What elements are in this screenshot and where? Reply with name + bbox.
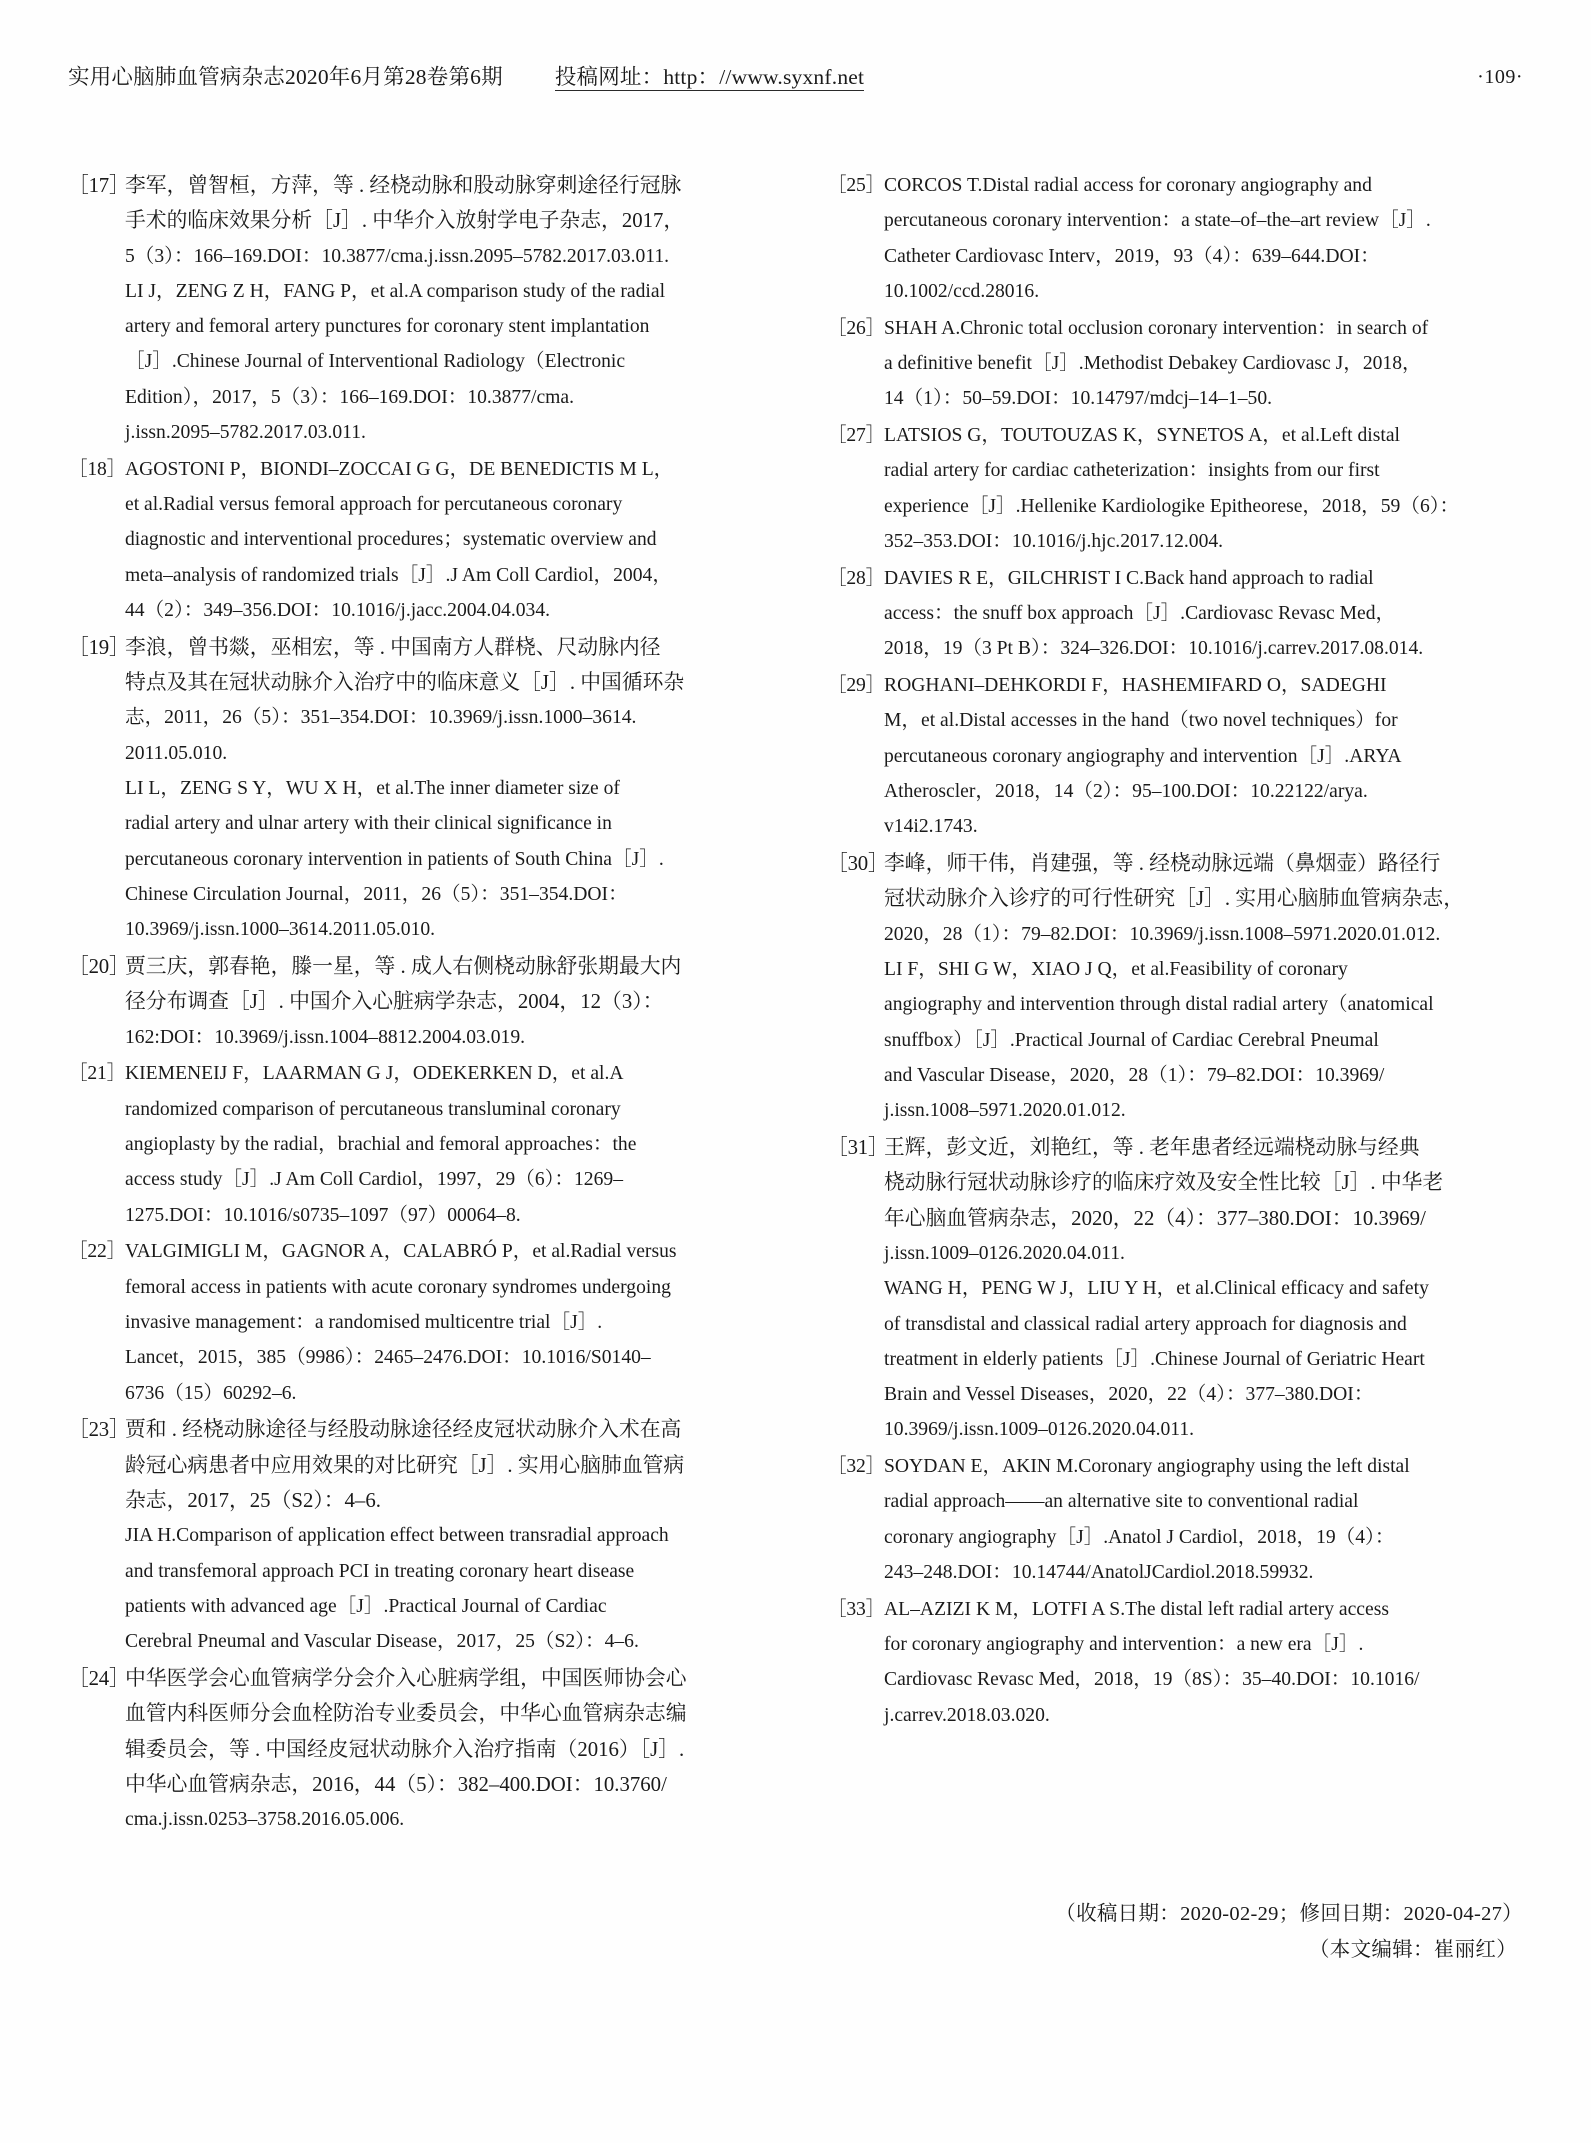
reference-line: cma.j.issn.0253–3758.2016.05.006. bbox=[125, 1809, 405, 1831]
reference-entry bbox=[827, 1449, 1523, 1590]
reference-line: LI F，SHI G W，XIAO J Q，et al.Feasibility of coronary bbox=[884, 959, 1348, 981]
reference-text: 王辉，彭文近，刘艳红，等 . 老年患者经远端桡动脉与经典 bbox=[884, 1136, 1420, 1160]
reference-text: 贾三庆，郭春艳，滕一星，等 . 成人右侧桡动脉舒张期最大内 bbox=[125, 955, 682, 979]
reference-number: ［23］ bbox=[68, 1418, 130, 1442]
reference-entry bbox=[827, 311, 1523, 417]
reference-text: SOYDAN E，AKIN M.Coronary angiography using the left distal bbox=[884, 1456, 1410, 1478]
reference-line: artery and femoral artery punctures for coronary stent implantation bbox=[125, 316, 650, 338]
reference-line: access study［J］.J Am Coll Cardiol，1997，29（6）：1269– bbox=[125, 1169, 623, 1191]
reference-number: ［28］ bbox=[827, 567, 885, 589]
reference-line: 龄冠心病患者中应用效果的对比研究［J］. 实用心脑肺血管病 bbox=[125, 1453, 685, 1477]
reference-number: ［31］ bbox=[827, 1136, 889, 1160]
reference-line: diagnostic and interventional procedures；systematic overview and bbox=[125, 529, 657, 551]
reference-number: ［24］ bbox=[68, 1666, 130, 1690]
page-number: ·109· bbox=[1477, 66, 1523, 88]
reference-entry bbox=[827, 846, 1523, 1128]
reference-line: percutaneous coronary intervention in patients of South China［J］. bbox=[125, 848, 664, 870]
reference-line: 血管内科医师分会血栓防治专业委员会，中华心血管病杂志编 bbox=[125, 1702, 687, 1726]
reference-line: v14i2.1743. bbox=[884, 816, 978, 838]
reference-text: KIEMENEIJ F，LAARMAN G J，ODEKERKEN D，et al.A bbox=[125, 1063, 624, 1085]
running-head-left bbox=[68, 62, 864, 92]
reference-first-line bbox=[827, 1592, 1523, 1627]
text-editor-credit: （本文编辑：崔丽红） bbox=[1309, 1939, 1517, 1961]
reference-first-line bbox=[827, 1130, 1523, 1165]
article-footer bbox=[823, 1896, 1523, 1968]
reference-line: 2018，19（3 Pt B）：324–326.DOI：10.1016/j.carrev.2017.08.014. bbox=[884, 638, 1424, 660]
reference-line: 10.3969/j.issn.1009–0126.2020.04.011. bbox=[884, 1419, 1195, 1441]
reference-entry bbox=[68, 1661, 764, 1837]
reference-text: LATSIOS G，TOUTOUZAS K，SYNETOS A，et al.Left distal bbox=[884, 425, 1400, 447]
reference-line: snuffbox）［J］.Practical Journal of Cardiac Cerebral Pneumal bbox=[884, 1029, 1379, 1051]
reference-line: percutaneous coronary angiography and intervention［J］.ARYA bbox=[884, 745, 1402, 767]
reference-line: 5（3）：166–169.DOI：10.3877/cma.j.issn.2095–5782.2017.03.011. bbox=[125, 245, 670, 267]
reference-number: ［19］ bbox=[68, 635, 130, 659]
reference-line: for coronary angiography and intervention：a new era［J］. bbox=[884, 1634, 1364, 1656]
reference-columns bbox=[68, 168, 1523, 1839]
left-column bbox=[68, 168, 764, 1839]
reference-number: ［26］ bbox=[827, 317, 885, 339]
reference-line: j.issn.2095–5782.2017.03.011. bbox=[125, 422, 366, 444]
reference-text: 中华医学会心血管病学分会介入心脏病学组，中国医师协会心 bbox=[125, 1666, 687, 1690]
reference-line: Edition），2017，5（3）：166–169.DOI：10.3877/cma. bbox=[125, 386, 574, 408]
reference-entry bbox=[827, 561, 1523, 667]
reference-line: radial artery for cardiac catheterization：insights from our first bbox=[884, 460, 1380, 482]
reference-line: JIA H.Comparison of application effect between transradial approach bbox=[125, 1525, 669, 1547]
reference-first-line bbox=[827, 668, 1523, 703]
reference-line: radial approach——an alternative site to conventional radial bbox=[884, 1491, 1359, 1513]
reference-number: ［29］ bbox=[827, 675, 885, 697]
reference-first-line bbox=[827, 168, 1523, 203]
reference-text: CORCOS T.Distal radial access for coronary angiography and bbox=[884, 175, 1372, 196]
reference-line: and Vascular Disease，2020，28（1）：79–82.DOI：10.3969/ bbox=[884, 1064, 1385, 1086]
reference-line: 桡动脉行冠状动脉诊疗的临床疗效及安全性比较［J］. 中华老 bbox=[884, 1171, 1444, 1195]
reference-line: angiography and intervention through distal radial artery（anatomical bbox=[884, 994, 1434, 1016]
reference-line: 杂志，2017，25（S2）：4–6. bbox=[125, 1488, 381, 1512]
reference-text: 李军，曾智桓，方萍，等 . 经桡动脉和股动脉穿刺途径行冠脉 bbox=[125, 174, 682, 197]
reference-line: 352–353.DOI：10.1016/j.hjc.2017.12.004. bbox=[884, 530, 1224, 552]
reference-line: 2011.05.010. bbox=[125, 742, 228, 764]
reference-line: j.carrev.2018.03.020. bbox=[884, 1704, 1050, 1726]
reference-line: Brain and Vessel Diseases，2020，22（4）：377–380.DOI： bbox=[884, 1384, 1374, 1406]
reference-line: angioplasty by the radial，brachial and femoral approaches：the bbox=[125, 1134, 637, 1156]
reference-first-line bbox=[68, 630, 764, 665]
reference-line: j.issn.1008–5971.2020.01.012. bbox=[884, 1100, 1126, 1122]
reference-line: 10.3969/j.issn.1000–3614.2011.05.010. bbox=[125, 919, 436, 941]
reference-number: ［33］ bbox=[827, 1598, 885, 1620]
reference-line: a definitive benefit［J］.Methodist Debakey Cardiovasc J，2018， bbox=[884, 352, 1422, 374]
reference-line: Atheroscler，2018，14（2）：95–100.DOI：10.22122/arya. bbox=[884, 781, 1368, 803]
journal-title: 实用心脑肺血管病杂志2020年6月第28卷第6期 bbox=[68, 65, 503, 89]
reference-text: AL–AZIZI K M，LOTFI A S.The distal left radial artery access bbox=[884, 1598, 1389, 1620]
reference-line: WANG H，PENG W J，LIU Y H，et al.Clinical efficacy and safety bbox=[884, 1278, 1429, 1300]
reference-first-line bbox=[827, 846, 1523, 881]
reference-line: and transfemoral approach PCI in treating coronary heart disease bbox=[125, 1560, 635, 1582]
reference-first-line bbox=[68, 949, 764, 984]
reference-text: DAVIES R E，GILCHRIST I C.Back hand approach to radial bbox=[884, 567, 1374, 589]
reference-text: 李浪，曾书燚，巫相宏，等 . 中国南方人群桡、尺动脉内径 bbox=[125, 635, 661, 659]
reference-line: of transdistal and classical radial artery approach for diagnosis and bbox=[884, 1313, 1407, 1335]
reference-first-line bbox=[68, 1412, 764, 1447]
reference-line: meta–analysis of randomized trials［J］.J Am Coll Cardiol，2004， bbox=[125, 564, 672, 586]
reference-line: patients with advanced age［J］.Practical Journal of Cardiac bbox=[125, 1595, 607, 1617]
reference-line: Cerebral Pneumal and Vascular Disease，2017，25（S2）：4–6. bbox=[125, 1631, 639, 1653]
reference-text: AGOSTONI P，BIONDI–ZOCCAI G G，DE BENEDICTIS M L， bbox=[125, 458, 674, 480]
reference-line: femoral access in patients with acute coronary syndromes undergoing bbox=[125, 1276, 671, 1298]
reference-first-line bbox=[827, 1449, 1523, 1484]
reference-line: et al.Radial versus femoral approach for percutaneous coronary bbox=[125, 494, 623, 516]
reference-line: 14（1）：50–59.DOI：10.14797/mdcj–14–1–50. bbox=[884, 388, 1273, 410]
received-revised-dates: （收稿日期：2020-02-29；修回日期：2020-04-27） bbox=[1055, 1903, 1523, 1925]
reference-entry bbox=[68, 452, 764, 628]
reference-number: ［32］ bbox=[827, 1456, 885, 1478]
reference-line: 年心脑血管病杂志，2020，22（4）：377–380.DOI：10.3969/ bbox=[884, 1206, 1426, 1230]
running-head bbox=[68, 62, 1523, 96]
reference-line: LI J，ZENG Z H，FANG P，et al.A comparison study of the radial bbox=[125, 280, 666, 302]
reference-entry bbox=[827, 418, 1523, 559]
reference-line: 径分布调查［J］. 中国介入心脏病学杂志，2004，12（3）： bbox=[125, 990, 664, 1014]
reference-number: ［27］ bbox=[827, 425, 885, 447]
reference-line: access：the snuff box approach［J］.Cardiovasc Revasc Med， bbox=[884, 603, 1396, 625]
reference-text: 李峰，师干伟，肖建强，等 . 经桡动脉远端（鼻烟壶）路径行 bbox=[884, 852, 1441, 876]
reference-entry bbox=[827, 1130, 1523, 1448]
reference-line: j.issn.1009–0126.2020.04.011. bbox=[884, 1242, 1125, 1264]
reference-line: 44（2）：349–356.DOI：10.1016/j.jacc.2004.04.034. bbox=[125, 600, 551, 622]
reference-line: M，et al.Distal accesses in the hand（two novel techniques）for bbox=[884, 710, 1398, 732]
reference-entry bbox=[827, 168, 1523, 309]
reference-first-line bbox=[68, 1234, 764, 1269]
reference-line: 162:DOI：10.3969/j.issn.1004–8812.2004.03.019. bbox=[125, 1026, 526, 1048]
reference-line: radial artery and ulnar artery with their clinical significance in bbox=[125, 813, 612, 835]
reference-line: 手术的临床效果分析［J］. 中华介入放射学电子杂志，2017， bbox=[125, 209, 685, 233]
reference-line: LI L，ZENG S Y，WU X H，et al.The inner diameter size of bbox=[125, 778, 620, 800]
submission-url: 投稿网址：http：//www.syxnf.net bbox=[554, 65, 865, 89]
reference-first-line bbox=[68, 452, 764, 487]
reference-entry bbox=[68, 1412, 764, 1659]
reference-line: 2020，28（1）：79–82.DOI：10.3969/j.issn.1008–5971.2020.01.012. bbox=[884, 923, 1441, 945]
reference-first-line bbox=[68, 168, 764, 203]
reference-entry bbox=[68, 168, 764, 450]
reference-first-line bbox=[68, 1661, 764, 1696]
reference-text: 贾和 . 经桡动脉途径与经股动脉途径经皮冠状动脉介入术在高 bbox=[125, 1418, 682, 1442]
reference-first-line bbox=[827, 311, 1523, 346]
reference-line: Catheter Cardiovasc Interv，2019，93（4）：639–644.DOI： bbox=[884, 245, 1380, 267]
reference-line: treatment in elderly patients［J］.Chinese Journal of Geriatric Heart bbox=[884, 1348, 1425, 1370]
reference-entry bbox=[68, 949, 764, 1055]
reference-line: Lancet，2015，385（9986）：2465–2476.DOI：10.1016/S0140– bbox=[125, 1347, 651, 1369]
reference-line: 243–248.DOI：10.14744/AnatolJCardiol.2018.59932. bbox=[884, 1562, 1314, 1584]
reference-number: ［21］ bbox=[68, 1063, 126, 1085]
reference-line: invasive management：a randomised multicentre trial［J］. bbox=[125, 1312, 603, 1333]
reference-entry bbox=[68, 630, 764, 948]
reference-line: 1275.DOI：10.1016/s0735–1097（97）00064–8. bbox=[125, 1204, 521, 1226]
reference-line: randomized comparison of percutaneous transluminal coronary bbox=[125, 1098, 621, 1120]
reference-line: 10.1002/ccd.28016. bbox=[884, 280, 1040, 302]
reference-entry bbox=[827, 1592, 1523, 1733]
reference-line: ［J］.Chinese Journal of Interventional Radiology（Electronic bbox=[125, 351, 626, 373]
reference-line: 6736（15）60292–6. bbox=[125, 1382, 297, 1404]
reference-first-line bbox=[827, 561, 1523, 596]
reference-number: ［20］ bbox=[68, 955, 130, 979]
reference-first-line bbox=[68, 1056, 764, 1091]
reference-entry bbox=[827, 668, 1523, 844]
reference-text: SHAH A.Chronic total occlusion coronary intervention：in search of bbox=[884, 317, 1429, 339]
reference-line: 志，2011，26（5）：351–354.DOI：10.3969/j.issn.1000–3614. bbox=[125, 707, 637, 729]
reference-number: ［25］ bbox=[827, 175, 885, 196]
reference-first-line bbox=[827, 418, 1523, 453]
right-column bbox=[827, 168, 1523, 1839]
reference-number: ［30］ bbox=[827, 852, 889, 876]
reference-entry bbox=[68, 1056, 764, 1232]
reference-line: 冠状动脉介入诊疗的可行性研究［J］. 实用心脑肺血管病杂志， bbox=[884, 887, 1465, 911]
reference-number: ［18］ bbox=[68, 458, 126, 480]
reference-line: Chinese Circulation Journal，2011，26（5）：351–354.DOI： bbox=[125, 883, 628, 905]
reference-line: percutaneous coronary intervention：a state–of–the–art review［J］. bbox=[884, 210, 1431, 232]
reference-line: 中华心血管病杂志，2016，44（5）：382–400.DOI：10.3760/ bbox=[125, 1772, 667, 1796]
reference-line: experience［J］.Hellenike Kardiologike Epitheorese，2018，59（6）： bbox=[884, 495, 1460, 517]
reference-line: Cardiovasc Revasc Med，2018，19（8S）：35–40.DOI：10.1016/ bbox=[884, 1669, 1420, 1691]
reference-entry bbox=[68, 1234, 764, 1410]
reference-line: coronary angiography［J］.Anatol J Cardiol，2018，19（4）： bbox=[884, 1526, 1395, 1548]
reference-number: ［17］ bbox=[68, 174, 130, 197]
reference-line: 特点及其在冠状动脉介入治疗中的临床意义［J］. 中国循环杂 bbox=[125, 671, 685, 695]
reference-text: ROGHANI–DEHKORDI F，HASHEMIFARD O，SADEGHI bbox=[884, 675, 1387, 697]
reference-number: ［22］ bbox=[68, 1241, 126, 1263]
reference-line: 辑委员会，等 . 中国经皮冠状动脉介入治疗指南（2016）［J］. bbox=[125, 1737, 685, 1761]
reference-text: VALGIMIGLI M，GAGNOR A，CALABRÓ P，et al.Radial versus bbox=[125, 1241, 677, 1263]
